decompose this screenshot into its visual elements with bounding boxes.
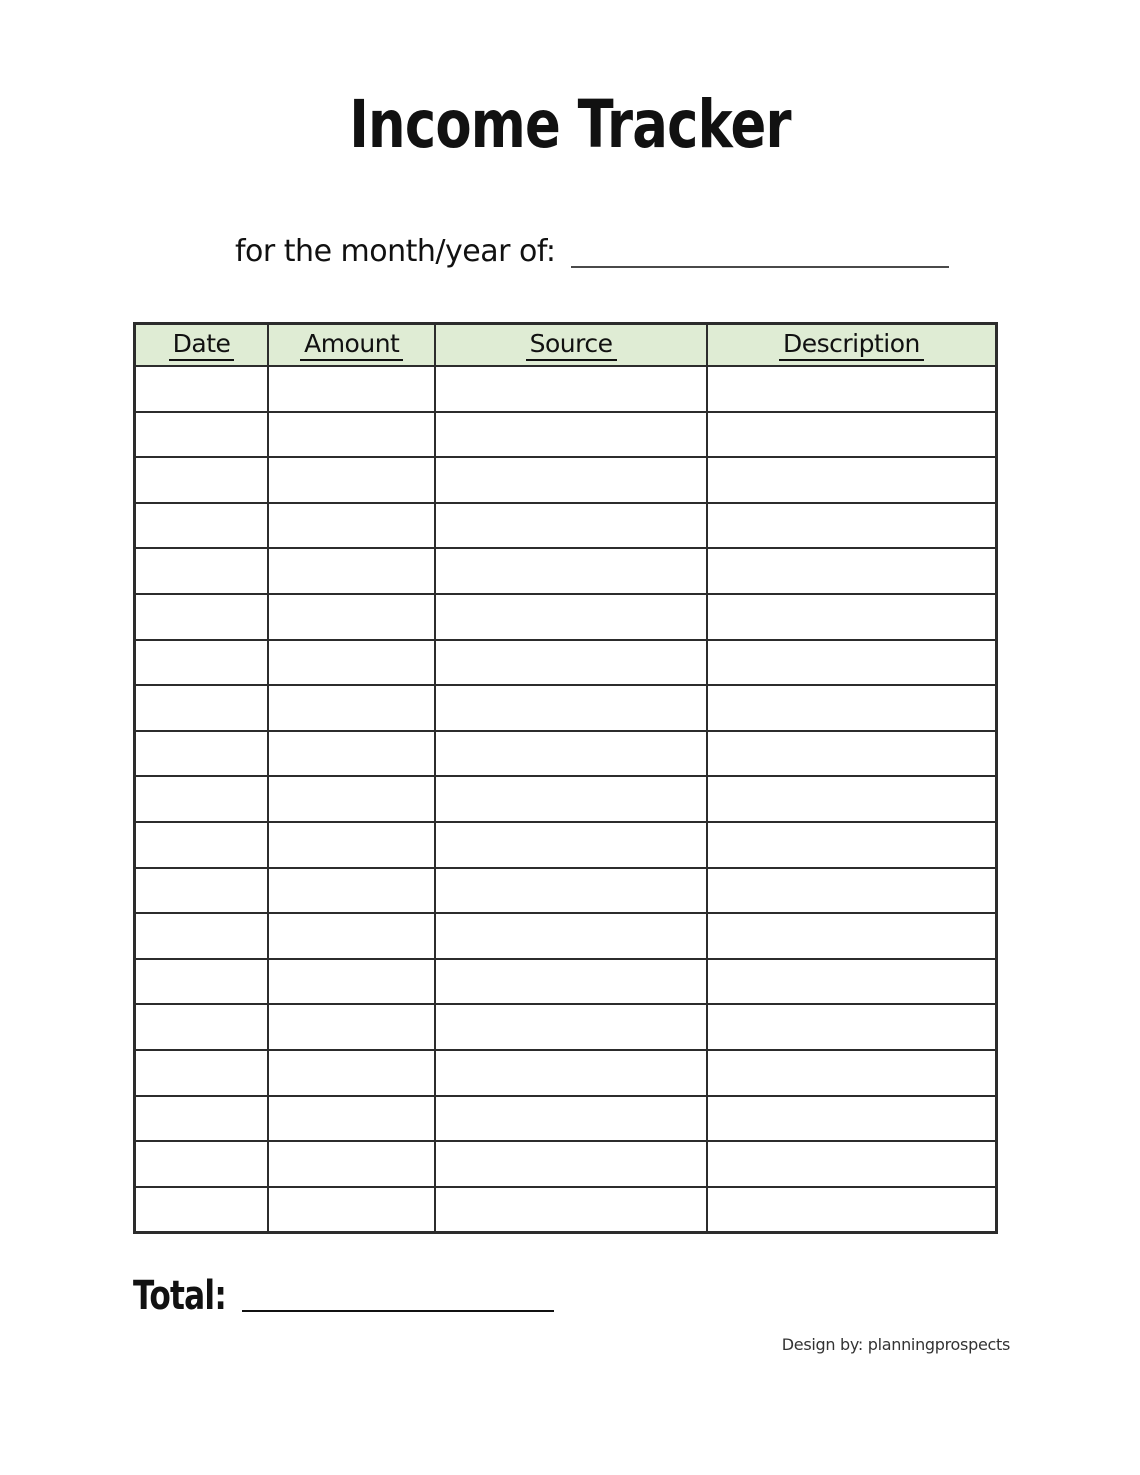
- table-row: [135, 868, 997, 914]
- table-row: [135, 731, 997, 777]
- cell-amount[interactable]: [268, 594, 435, 640]
- cell-description[interactable]: [707, 1141, 997, 1187]
- cell-date[interactable]: [135, 913, 269, 959]
- cell-description[interactable]: [707, 1004, 997, 1050]
- cell-date[interactable]: [135, 1096, 269, 1142]
- table-row: [135, 1050, 997, 1096]
- table-header-row: [135, 324, 997, 367]
- cell-amount[interactable]: [268, 1050, 435, 1096]
- cell-date[interactable]: [135, 412, 269, 458]
- cell-date[interactable]: [135, 1187, 269, 1233]
- cell-description[interactable]: [707, 457, 997, 503]
- cell-source[interactable]: [435, 685, 707, 731]
- page-title: [0, 86, 1140, 163]
- cell-description[interactable]: [707, 685, 997, 731]
- cell-amount[interactable]: [268, 959, 435, 1005]
- cell-date[interactable]: [135, 640, 269, 686]
- cell-source[interactable]: [435, 640, 707, 686]
- cell-date[interactable]: [135, 776, 269, 822]
- cell-source[interactable]: [435, 731, 707, 777]
- cell-date[interactable]: [135, 868, 269, 914]
- table-row: [135, 776, 997, 822]
- table-row: [135, 822, 997, 868]
- cell-description[interactable]: [707, 868, 997, 914]
- cell-source[interactable]: [435, 457, 707, 503]
- cell-description[interactable]: [707, 822, 997, 868]
- cell-amount[interactable]: [268, 1096, 435, 1142]
- cell-description[interactable]: [707, 366, 997, 412]
- cell-description[interactable]: [707, 503, 997, 549]
- cell-amount[interactable]: [268, 913, 435, 959]
- cell-amount[interactable]: [268, 1187, 435, 1233]
- cell-date[interactable]: [135, 548, 269, 594]
- cell-date[interactable]: [135, 822, 269, 868]
- cell-source[interactable]: [435, 913, 707, 959]
- column-header-description: [707, 324, 997, 367]
- cell-amount[interactable]: [268, 822, 435, 868]
- cell-date[interactable]: [135, 594, 269, 640]
- cell-description[interactable]: [707, 640, 997, 686]
- cell-description[interactable]: [707, 548, 997, 594]
- cell-source[interactable]: [435, 1096, 707, 1142]
- cell-amount[interactable]: [268, 731, 435, 777]
- table-row: [135, 913, 997, 959]
- cell-source[interactable]: [435, 959, 707, 1005]
- cell-source[interactable]: [435, 412, 707, 458]
- design-credit: Design by: planningprospects: [781, 1335, 1010, 1354]
- column-header-label: Date: [169, 329, 235, 361]
- cell-date[interactable]: [135, 1141, 269, 1187]
- cell-date[interactable]: [135, 457, 269, 503]
- month-year-input-line[interactable]: [571, 238, 949, 268]
- total-input-line[interactable]: [242, 1282, 554, 1312]
- page-title-text: Income Tracker: [349, 86, 791, 163]
- table-row: [135, 1141, 997, 1187]
- cell-date[interactable]: [135, 685, 269, 731]
- column-header-label: Source: [526, 329, 617, 361]
- cell-description[interactable]: [707, 959, 997, 1005]
- cell-date[interactable]: [135, 1004, 269, 1050]
- table-row: [135, 412, 997, 458]
- month-year-row: [235, 224, 949, 270]
- month-year-label: for the month/year of:: [235, 234, 556, 269]
- table-row: [135, 594, 997, 640]
- cell-amount[interactable]: [268, 412, 435, 458]
- cell-source[interactable]: [435, 776, 707, 822]
- cell-description[interactable]: [707, 776, 997, 822]
- cell-amount[interactable]: [268, 1004, 435, 1050]
- cell-date[interactable]: [135, 366, 269, 412]
- cell-source[interactable]: [435, 366, 707, 412]
- cell-source[interactable]: [435, 594, 707, 640]
- column-header-source: [435, 324, 707, 367]
- cell-description[interactable]: [707, 412, 997, 458]
- cell-amount[interactable]: [268, 1141, 435, 1187]
- table-row: [135, 1187, 997, 1233]
- cell-amount[interactable]: [268, 457, 435, 503]
- cell-amount[interactable]: [268, 868, 435, 914]
- cell-date[interactable]: [135, 731, 269, 777]
- table-row: [135, 685, 997, 731]
- cell-source[interactable]: [435, 503, 707, 549]
- table-row: [135, 548, 997, 594]
- column-header-label: Description: [779, 329, 924, 361]
- cell-date[interactable]: [135, 503, 269, 549]
- cell-source[interactable]: [435, 1141, 707, 1187]
- column-header-label: Amount: [300, 329, 403, 361]
- column-header-amount: [268, 324, 435, 367]
- cell-amount[interactable]: [268, 548, 435, 594]
- cell-description[interactable]: [707, 1187, 997, 1233]
- cell-source[interactable]: [435, 822, 707, 868]
- income-table: [133, 322, 998, 1234]
- cell-date[interactable]: [135, 1050, 269, 1096]
- cell-amount[interactable]: [268, 366, 435, 412]
- cell-description[interactable]: [707, 913, 997, 959]
- table-row: [135, 640, 997, 686]
- cell-amount[interactable]: [268, 640, 435, 686]
- cell-source[interactable]: [435, 1187, 707, 1233]
- table-row: [135, 1096, 997, 1142]
- cell-description[interactable]: [707, 731, 997, 777]
- table-row: [135, 457, 997, 503]
- table-row: [135, 959, 997, 1005]
- cell-description[interactable]: [707, 1050, 997, 1096]
- column-header-date: [135, 324, 269, 367]
- cell-amount[interactable]: [268, 776, 435, 822]
- table-row: [135, 1004, 997, 1050]
- cell-description[interactable]: [707, 594, 997, 640]
- cell-amount[interactable]: [268, 685, 435, 731]
- total-row: [133, 1268, 554, 1318]
- cell-amount[interactable]: [268, 503, 435, 549]
- cell-description[interactable]: [707, 1096, 997, 1142]
- cell-source[interactable]: [435, 1050, 707, 1096]
- cell-source[interactable]: [435, 1004, 707, 1050]
- total-label: Total:: [133, 1273, 227, 1319]
- cell-source[interactable]: [435, 548, 707, 594]
- table-row: [135, 366, 997, 412]
- cell-date[interactable]: [135, 959, 269, 1005]
- cell-source[interactable]: [435, 868, 707, 914]
- table-row: [135, 503, 997, 549]
